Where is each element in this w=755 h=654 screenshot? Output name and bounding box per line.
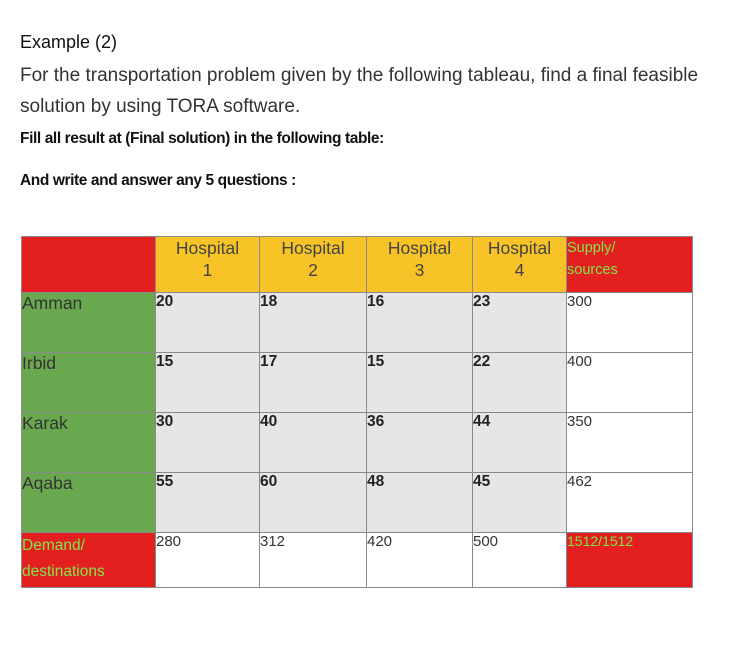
source-label: Karak — [22, 413, 156, 473]
column-header-hospital-1 — [156, 237, 260, 293]
corner-cell — [22, 237, 156, 293]
column-header-number: 2 — [308, 260, 318, 280]
cost-cell: 60 — [260, 473, 367, 533]
cost-cell: 17 — [260, 353, 367, 413]
source-label: Aqaba — [22, 473, 156, 533]
source-label: Irbid — [22, 353, 156, 413]
supply-header-line1: Supply/ — [567, 240, 616, 256]
column-header-label: Hospital — [281, 238, 345, 258]
column-header-label: Hospital — [487, 238, 552, 258]
table-row-karak — [22, 413, 693, 473]
column-header-hospital-4 — [473, 237, 567, 293]
instruction-answer-questions: And write and answer any 5 questions : — [20, 172, 296, 189]
cost-cell: 16 — [367, 293, 473, 353]
supply-cell: 400 — [567, 353, 693, 413]
problem-statement: For the transportation problem given by the following tableau, find a final feasible solution by using TORA software. — [20, 65, 699, 117]
demand-label-line1: Demand/ — [22, 537, 85, 554]
cost-cell: 23 — [473, 293, 567, 353]
supply-header-line2: sources — [567, 262, 618, 278]
demand-row — [22, 533, 693, 588]
column-header-supply — [567, 237, 693, 293]
cost-cell: 20 — [156, 293, 260, 353]
column-header-number: 4 — [514, 260, 525, 280]
supply-cell: 462 — [567, 473, 693, 533]
cost-cell: 30 — [156, 413, 260, 473]
total-balance-cell: 1512/1512 — [567, 533, 693, 588]
demand-cell: 280 — [156, 533, 260, 588]
cost-cell: 45 — [473, 473, 567, 533]
column-header-number: 3 — [414, 260, 425, 280]
demand-cell: 420 — [367, 533, 473, 588]
column-header-label: Hospital — [175, 238, 240, 258]
table-row-aqaba — [22, 473, 693, 533]
column-header-label: Hospital — [387, 238, 452, 258]
cost-cell: 44 — [473, 413, 567, 473]
transportation-tableau — [21, 236, 693, 588]
supply-cell: 350 — [567, 413, 693, 473]
example-heading: Example (2) — [20, 32, 118, 52]
cost-cell: 36 — [367, 413, 473, 473]
column-header-number: 1 — [202, 260, 213, 280]
cost-cell: 55 — [156, 473, 260, 533]
demand-cell: 312 — [260, 533, 367, 588]
column-header-hospital-2 — [260, 237, 367, 293]
header-row — [22, 237, 693, 293]
cost-cell: 48 — [367, 473, 473, 533]
cost-cell: 15 — [367, 353, 473, 413]
cost-cell: 18 — [260, 293, 367, 353]
demand-label-line2: destinations — [22, 563, 105, 580]
table-row-amman — [22, 293, 693, 353]
demand-cell: 500 — [473, 533, 567, 588]
table-row-irbid — [22, 353, 693, 413]
cost-cell: 40 — [260, 413, 367, 473]
source-label: Amman — [22, 293, 156, 353]
demand-label — [22, 533, 156, 588]
cost-cell: 15 — [156, 353, 260, 413]
cost-cell: 22 — [473, 353, 567, 413]
instruction-fill-results: Fill all result at (Final solution) in the following table: — [20, 130, 384, 147]
column-header-hospital-3 — [367, 237, 473, 293]
supply-cell: 300 — [567, 293, 693, 353]
